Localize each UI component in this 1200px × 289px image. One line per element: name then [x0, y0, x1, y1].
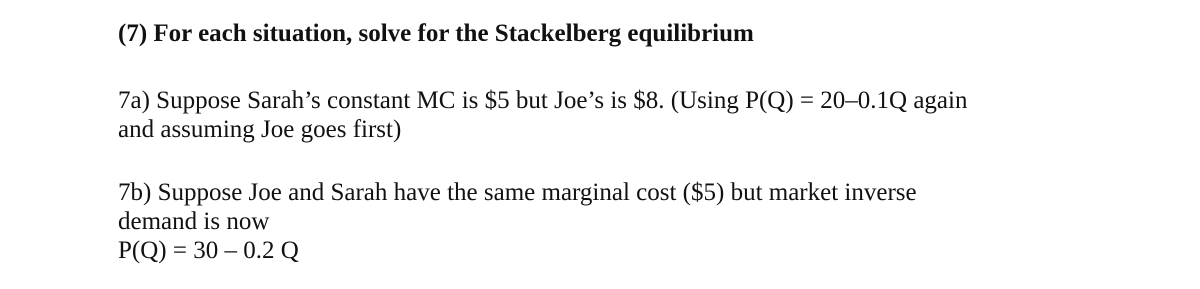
part-7a-paragraph	[118, 86, 967, 144]
problem-heading: (7) For each situation, solve for the Stackelberg equilibrium	[118, 20, 754, 47]
part-7b-paragraph	[118, 178, 917, 265]
part-7b-line: 7b) Suppose Joe and Sarah have the same marginal cost ($5) but market inverse	[118, 179, 917, 206]
part-7a-line: 7a) Suppose Sarah’s constant MC is $5 but Joe’s is $8. (Using P(Q) = 20–0.1Q again	[118, 87, 968, 114]
part-7b-line: demand is now	[118, 208, 270, 235]
part-7a-line: and assuming Joe goes first)	[118, 116, 402, 143]
demand-equation: P(Q) = 30 – 0.2 Q	[118, 237, 299, 264]
